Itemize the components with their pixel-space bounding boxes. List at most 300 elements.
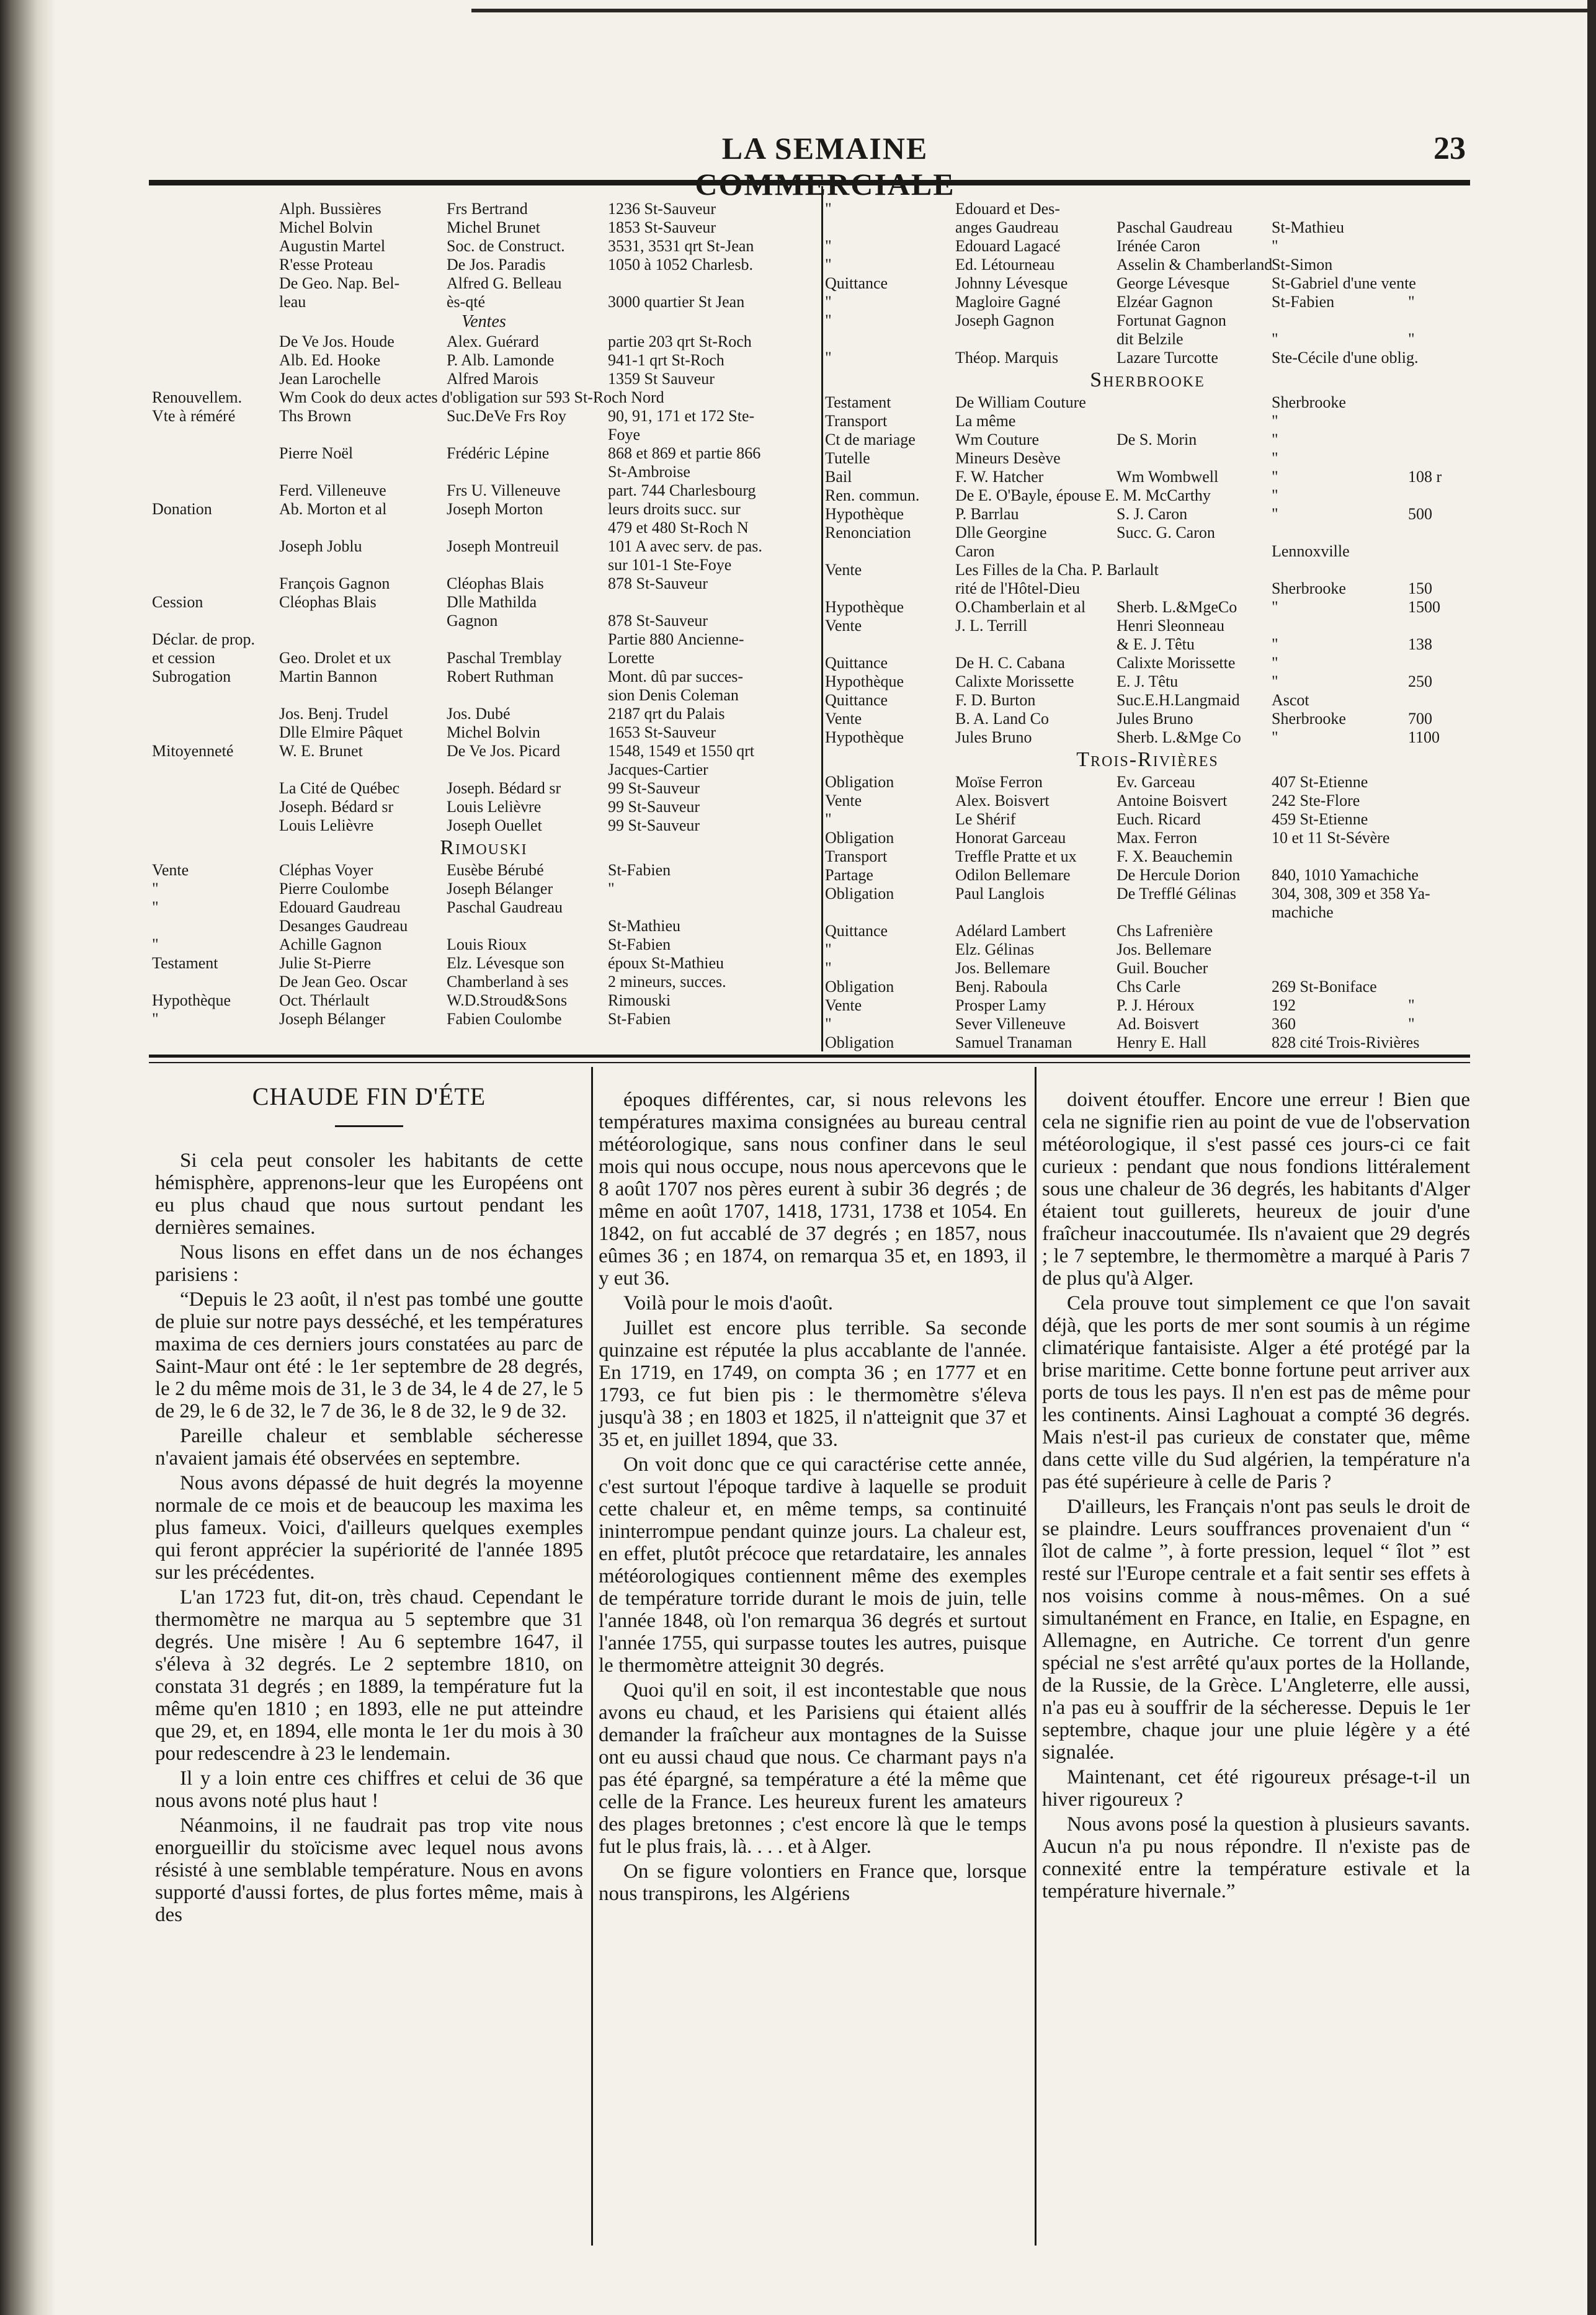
registry-cell: Edouard Lagacé	[955, 237, 1061, 255]
registry-cell: "	[152, 1010, 159, 1028]
article-paragraph: Néanmoins, il ne faudrait pas trop vite nous enorgueillir du stoïcisme avec lequel nous avons résisté à une semblable température. Nous en avons supporté d'aussi fortes, de plus fortes même, mais à des	[155, 1814, 583, 1926]
registry-row	[825, 792, 1470, 810]
registry-row	[825, 311, 1470, 330]
registry-cell: Lorette	[608, 649, 655, 667]
registry-cell: 101 A avec serv. de pas.	[608, 537, 762, 555]
registry-row	[152, 218, 816, 237]
registry-row	[152, 407, 816, 426]
registry-section-heading: Sherbrooke	[1090, 368, 1205, 391]
registry-cell: Pierre Noël	[279, 444, 354, 462]
registry-cell: "	[1272, 598, 1278, 616]
article-paragraph: époques différentes, car, si nous relevons les températures maxima consignées au bureau central météorologique, sans nous confiner dans le seul mois qui nous occupe, nous nous apercevons que le 8 août 1707 nos pères eurent à subir 36 degrés ; de même en août 1707, 1418, 1731, 1738 et 1054. En 1842, on fut accablé de 37 degrés ; en 1857, nous eûmes 36 ; en 1874, on remarqua 35 et, en 1893, il y eut 36.	[599, 1089, 1027, 1290]
registry-cell: sion Denis Coleman	[608, 686, 739, 704]
registry-row	[152, 954, 816, 973]
registry-cell: De Geo. Nap. Bel-	[279, 274, 400, 292]
registry-cell: 459 St-Etienne	[1272, 810, 1368, 828]
header-rule	[149, 180, 1470, 185]
article-paragraph: Juillet est encore plus terrible. Sa seconde quinzaine est réputée la plus accablante de l'année. En 1719, en 1749, on compta 36 ; en 1777 et en 1793, ce fut bien pis : le thermomètre s'éleva jusqu'à 38 ; en 1803 et 1825, il n'atteignit que 37 et 35 et, en juillet 1894, que 33.	[599, 1317, 1027, 1451]
registry-cell: Calixte Morissette	[1117, 654, 1236, 672]
registry-cell: Ev. Garceau	[1117, 773, 1195, 791]
registry-cell: O.Chamberlain et al	[955, 598, 1086, 616]
registry-cell: Antoine Boisvert	[1117, 792, 1228, 810]
registry-row	[152, 332, 816, 351]
registry-cell: St-Simon	[1272, 256, 1333, 274]
registry-cell: B. A. Land Co	[955, 710, 1049, 728]
registry-cell: Alex. Boisvert	[955, 792, 1050, 810]
registry-cell: Sherbrooke	[1272, 393, 1346, 411]
registry-row	[825, 412, 1470, 430]
registry-cell: St-Mathieu	[1272, 218, 1344, 236]
registry-cell: Donation	[152, 500, 212, 518]
registry-cell: Vente	[152, 861, 189, 879]
registry-cell: 828 cité Trois-Rivières	[1272, 1033, 1420, 1051]
registry-cell: E. J. Têtu	[1117, 672, 1179, 690]
registry-cell: Euch. Ricard	[1117, 810, 1201, 828]
registry-cell: "	[152, 935, 159, 953]
registry-cell: Michel Bolvin	[279, 218, 373, 236]
registry-row	[152, 574, 816, 593]
registry-row	[825, 505, 1470, 524]
registry-row	[825, 654, 1470, 672]
registry-cell: Jos. Benj. Trudel	[279, 705, 389, 723]
registry-cell: "	[825, 311, 832, 329]
registry-cell: St-Fabien	[1272, 293, 1335, 311]
registry-section-heading: Rimouski	[440, 836, 528, 859]
registry-cell: Louis Rioux	[447, 935, 527, 953]
registry-left	[152, 200, 816, 1028]
registry-cell: Caron	[955, 542, 995, 560]
registry-cell: Louis Lelièvre	[447, 798, 542, 816]
registry-cell: Mineurs Desève	[955, 449, 1061, 467]
registry-cell: Irénée Caron	[1117, 237, 1200, 255]
registry-cell: Treffle Pratte et ux	[955, 847, 1077, 865]
registry-cell: Cléophas Blais	[279, 593, 377, 611]
registry-cell: ès-qté	[447, 293, 486, 311]
registry-cell: 868 et 869 et partie 866	[608, 444, 761, 462]
registry-cell: Paschal Gaudreau	[1117, 218, 1233, 236]
registry-cell: Moïse Ferron	[955, 773, 1043, 791]
article-paragraph: Nous avons posé la question à plusieurs savants. Aucun n'a pu nous répondre. Il n'existe pas de connexité entre la température estivale et la température hivernale.”	[1042, 1813, 1470, 1902]
registry-cell: Jos. Bellemare	[1117, 940, 1212, 958]
registry-cell: Elzéar Gagnon	[1117, 293, 1213, 311]
registry-row	[152, 274, 816, 293]
registry-cell: "	[1272, 237, 1278, 255]
registry-row	[825, 672, 1470, 691]
registry-cell: Pierre Coulombe	[279, 880, 389, 898]
article-paragraph: On voit donc que ce qui caractérise cette année, c'est surtout l'époque tardive à laquelle se produit cette chaleur et, en même temps, sa continuité ininterrompue pendant quinze jours. La chaleur est, en effet, plutôt précoce que retardataire, les annales météorologiques contiennent même des exemples de température torride durant le mois de juin, telle l'année 1848, où l'on remarqua 36 degrés et surtout l'année 1755, qui surpasse toutes les autres, puisque le thermomètre atteignit 30 degrés.	[599, 1453, 1027, 1677]
registry-cell: François Gagnon	[279, 574, 390, 592]
registry-cell: Transport	[825, 847, 888, 865]
registry-row	[152, 1010, 816, 1028]
registry-row	[825, 430, 1470, 449]
registry-row	[152, 798, 816, 816]
registry-cell: 360	[1272, 1015, 1296, 1033]
page-edge	[1587, 0, 1596, 2315]
registry-cell: 138	[1408, 635, 1432, 653]
registry-cell: Edouard Gaudreau	[279, 898, 401, 916]
registry-cell: Chs Carle	[1117, 978, 1181, 996]
registry-row	[825, 274, 1470, 293]
registry-cell: "	[1272, 449, 1278, 467]
registry-cell: Oct. Thérlault	[279, 991, 370, 1009]
registry-cell: Dlle Elmire Pâquet	[279, 723, 403, 741]
registry-row	[825, 903, 1470, 922]
registry-row	[825, 524, 1470, 542]
registry-cell: 479 et 480 St-Roch N	[608, 519, 749, 537]
registry-row	[825, 635, 1470, 654]
registry-row	[152, 537, 816, 556]
article-paragraph: Quoi qu'il en soit, il est incontestable que nous avons eu chaud, et les Parisiens qui étaient allés demander la fraîcheur aux montagnes de la Suisse ont eu aussi chaud que nous. Ce charmant pays n'a pas été épargné, sa température a été la même que celle de la France. Les heureux furent les amateurs des plages bretonnes ; c'est encore là que le temps fut le plus frais, là. . . . et à Alger.	[599, 1679, 1027, 1858]
registry-cell: Hypothèque	[825, 505, 904, 523]
registry-row	[152, 667, 816, 686]
registry-cell: George Lévesque	[1117, 274, 1230, 292]
registry-cell: "	[152, 898, 159, 916]
registry-cell: De Hercule Dorion	[1117, 866, 1241, 884]
registry-cell: De H. C. Cabana	[955, 654, 1065, 672]
registry-row	[825, 1015, 1470, 1033]
registry-cell: Ab. Morton et al	[279, 500, 387, 518]
article-paragraph: Nous avons dépassé de huit degrés la moyenne normale de ce mois et de beaucoup les maxima les plus fameux. Voici, d'ailleurs quelques exemples qui feront apprécier la supériorité de l'année 1895 sur les précédentes.	[155, 1472, 583, 1584]
article-column-3	[1042, 1089, 1470, 1905]
registry-cell: La Cité de Québec	[279, 779, 400, 797]
registry-cell: 99 St-Sauveur	[608, 816, 700, 834]
registry-cell: St-Gabriel d'une vente	[1272, 274, 1416, 292]
article-column-divider	[591, 1067, 593, 2246]
registry-row	[825, 691, 1470, 710]
registry-cell: "	[152, 880, 159, 898]
registry-cell: Hypothèque	[825, 672, 904, 690]
registry-cell: Julie St-Pierre	[279, 954, 372, 972]
title-dash	[335, 1125, 403, 1127]
registry-cell: Jules Bruno	[1117, 710, 1193, 728]
registry-cell: Joseph Bélanger	[279, 1010, 386, 1028]
registry-cell: Frs U. Villeneuve	[447, 481, 561, 499]
registry-cell: "	[825, 1015, 832, 1033]
registry-cell: De E. O'Bayle, épouse E. M. McCarthy	[955, 486, 1211, 504]
registry-cell: 878 St-Sauveur	[608, 612, 708, 630]
registry-cell: Soc. de Construct.	[447, 237, 565, 255]
registry-cell: 3531, 3531 qrt St-Jean	[608, 237, 754, 255]
registry-cell: "	[825, 810, 832, 828]
registry-cell: Gagnon	[447, 612, 498, 630]
registry-row	[825, 218, 1470, 237]
registry-row	[825, 940, 1470, 959]
registry-cell: P. Barrlau	[955, 505, 1019, 523]
registry-cell: 242 Ste-Flore	[1272, 792, 1360, 810]
registry-cell: Vente	[825, 617, 862, 635]
registry-cell: P. Alb. Lamonde	[447, 351, 555, 369]
registry-cell: St-Fabien	[608, 1010, 671, 1028]
registry-cell: Chs Lafrenière	[1117, 922, 1213, 940]
registry-cell: "	[825, 940, 832, 958]
registry-row	[825, 349, 1470, 367]
article-paragraph: Nous lisons en effet dans un de nos échanges parisiens :	[155, 1241, 583, 1286]
registry-cell: Geo. Drolet et ux	[279, 649, 391, 667]
registry-cell: 1359 St Sauveur	[608, 370, 715, 388]
registry-cell: Ad. Boisvert	[1117, 1015, 1199, 1033]
registry-row	[825, 393, 1470, 412]
section-rule	[149, 1055, 1470, 1058]
registry-cell: "	[825, 237, 832, 255]
registry-cell: Renonciation	[825, 524, 911, 542]
registry-cell: Théop. Marquis	[955, 349, 1059, 367]
registry-cell: Joseph Morton	[447, 500, 543, 518]
registry-row	[825, 773, 1470, 792]
registry-cell: Tutelle	[825, 449, 870, 467]
registry-cell: "	[1272, 412, 1278, 430]
registry-cell: leau	[279, 293, 306, 311]
registry-cell: St-Fabien	[608, 861, 671, 879]
registry-cell: Quittance	[825, 654, 888, 672]
registry-cell: De Trefflé Gélinas	[1117, 885, 1237, 903]
registry-cell: St-Ambroise	[608, 463, 690, 481]
registry-cell: 250	[1408, 672, 1432, 690]
registry-cell: Michel Brunet	[447, 218, 540, 236]
registry-cell: Obligation	[825, 773, 894, 791]
registry-row	[152, 200, 816, 218]
registry-row	[825, 922, 1470, 940]
registry-cell: Frs Bertrand	[447, 200, 528, 218]
registry-row	[825, 579, 1470, 598]
registry-cell: 941-1 qrt St-Roch	[608, 351, 724, 369]
page-number: 23	[1433, 131, 1466, 166]
registry-cell: 1653 St-Sauveur	[608, 723, 716, 741]
registry-cell: Subrogation	[152, 667, 231, 685]
registry-cell: 10 et 11 St-Sévère	[1272, 829, 1390, 847]
registry-cell: Benj. Raboula	[955, 978, 1048, 996]
registry-row	[825, 885, 1470, 903]
registry-cell: Michel Bolvin	[447, 723, 540, 741]
registry-cell: R'esse Proteau	[279, 256, 373, 274]
registry-cell: sur 101-1 Ste-Foye	[608, 556, 732, 574]
registry-row	[152, 973, 816, 991]
registry-cell: Vente	[825, 792, 862, 810]
registry-cell: Ferd. Villeneuve	[279, 481, 386, 499]
article-column-1	[155, 1082, 583, 1929]
registry-cell: Jean Larochelle	[279, 370, 381, 388]
registry-row	[152, 444, 816, 463]
registry-cell: 2 mineurs, succes.	[608, 973, 726, 991]
registry-cell: Elz. Lévesque son	[447, 954, 564, 972]
registry-cell: Alph. Bussières	[279, 200, 381, 218]
registry-cell: Testament	[825, 393, 891, 411]
registry-cell: Achille Gagnon	[279, 935, 382, 953]
registry-cell: Dlle Georgine	[955, 524, 1047, 542]
registry-cell: Calixte Morissette	[955, 672, 1074, 690]
registry-row	[825, 486, 1470, 505]
registry-cell: Edouard et Des-	[955, 200, 1060, 218]
registry-cell: Max. Ferron	[1117, 829, 1197, 847]
registry-cell: 1236 St-Sauveur	[608, 200, 716, 218]
registry-cell: époux St-Mathieu	[608, 954, 724, 972]
registry-cell: Henri Sleonneau	[1117, 617, 1225, 635]
registry-cell: Obligation	[825, 978, 894, 996]
registry-row	[825, 256, 1470, 274]
registry-cell: Le Shérif	[955, 810, 1016, 828]
section-rule-thin	[149, 1062, 1470, 1063]
registry-cell: Bail	[825, 468, 852, 486]
registry-cell: machiche	[1272, 903, 1334, 921]
registry-row	[152, 898, 816, 917]
registry-cell: Cléphas Voyer	[279, 861, 373, 879]
registry-cell: F. D. Burton	[955, 691, 1036, 709]
registry-cell: "	[608, 880, 615, 898]
registry-cell: Sherb. L.&Mge Co	[1117, 728, 1241, 746]
registry-row	[152, 556, 816, 574]
registry-cell: 1050 à 1052 Charlesb.	[608, 256, 753, 274]
registry-row	[825, 810, 1470, 829]
registry-row	[152, 370, 816, 388]
registry-cell: "	[1408, 293, 1415, 311]
registry-cell: 1548, 1549 et 1550 qrt	[608, 742, 755, 760]
registry-row	[825, 617, 1470, 635]
registry-row	[825, 330, 1470, 349]
registry-cell: De S. Morin	[1117, 430, 1197, 448]
registry-cell: S. J. Caron	[1117, 505, 1188, 523]
registry-cell: Quittance	[825, 922, 888, 940]
registry-cell: "	[825, 349, 832, 367]
registry-cell: 269 St-Boniface	[1272, 978, 1377, 996]
registry-cell: Eusèbe Bérubé	[447, 861, 544, 879]
registry-row	[152, 519, 816, 537]
registry-row	[152, 935, 816, 954]
article-paragraph: On se figure volontiers en France que, lorsque nous transpirons, les Algériens	[599, 1860, 1027, 1905]
registry-row	[152, 500, 816, 519]
registry-cell: Testament	[152, 954, 218, 972]
registry-row	[152, 237, 816, 256]
registry-row	[152, 293, 816, 311]
registry-cell: Mitoyenneté	[152, 742, 234, 760]
registry-cell: Robert Ruthman	[447, 667, 554, 685]
registry-row	[825, 542, 1470, 561]
registry-cell: et cession	[152, 649, 215, 667]
registry-cell: Suc.DeVe Frs Roy	[447, 407, 566, 425]
registry-row	[825, 449, 1470, 468]
registry-row	[825, 237, 1470, 256]
registry-row	[825, 847, 1470, 866]
registry-cell: 878 St-Sauveur	[608, 574, 708, 592]
page-title: LA SEMAINE	[721, 131, 929, 166]
registry-cell: 840, 1010 Yamachiche	[1272, 866, 1419, 884]
registry-row	[152, 388, 816, 407]
registry-cell: "	[1408, 330, 1415, 348]
registry-cell: Wm Couture	[955, 430, 1040, 448]
registry-cell: La même	[955, 412, 1016, 430]
registry-cell: 99 St-Sauveur	[608, 798, 700, 816]
registry-row	[152, 742, 816, 761]
article-paragraph: doivent étouffer. Encore une erreur ! Bien que cela ne signifie rien au point de vue de l'observation météorologique, il s'est passé ces jours-ci ce fait curieux : pendant que nous fondions littéralement sous une chaleur de 36 degrés, les habitants d'Alger étaient tout guillerets, heureux de jouir d'une fraîcheur inaccoutumée. Ils n'avaient que 29 degrés ; le 7 septembre, le thermomètre a marqué à Paris 7 de plus qu'à Alger.	[1042, 1089, 1470, 1290]
registry-cell: Wm Wombwell	[1117, 468, 1219, 486]
registry-cell: Ste-Cécile d'une oblig.	[1272, 349, 1419, 367]
registry-row	[152, 917, 816, 935]
registry-cell: Johnny Lévesque	[955, 274, 1068, 292]
registry-cell: Vente	[825, 561, 862, 579]
registry-cell: Joseph Joblu	[279, 537, 362, 555]
registry-cell: Partage	[825, 866, 873, 884]
registry-row	[825, 1033, 1470, 1052]
registry-row	[825, 959, 1470, 978]
registry-cell: Hypothèque	[152, 991, 231, 1009]
registry-cell: 304, 308, 309 et 358 Ya-	[1272, 885, 1430, 903]
registry-cell: Obligation	[825, 885, 894, 903]
registry-cell: Cession	[152, 593, 203, 611]
registry-cell: "	[1272, 468, 1278, 486]
registry-cell: Transport	[825, 412, 888, 430]
registry-row	[825, 978, 1470, 996]
article-paragraph: Pareille chaleur et semblable sécheresse n'avaient jamais été observées en septembre.	[155, 1425, 583, 1470]
registry-cell: dit Belzile	[1117, 330, 1184, 348]
registry-cell: Magloire Gagné	[955, 293, 1061, 311]
registry-cell: Joseph Montreuil	[447, 537, 559, 555]
registry-cell: Fortunat Gagnon	[1117, 311, 1226, 329]
registry-cell: Ren. commun.	[825, 486, 920, 504]
registry-cell: "	[1272, 486, 1278, 504]
registry-cell: Hypothèque	[825, 598, 904, 616]
registry-row	[152, 426, 816, 444]
registry-row	[825, 996, 1470, 1015]
registry-row	[152, 816, 816, 835]
registry-cell: Prosper Lamy	[955, 996, 1046, 1014]
registry-cell: De Jos. Paradis	[447, 256, 546, 274]
registry-cell: 108 r	[1408, 468, 1442, 486]
registry-cell: Ed. Létourneau	[955, 256, 1055, 274]
registry-cell: Guil. Boucher	[1117, 959, 1208, 977]
registry-row	[152, 779, 816, 798]
registry-cell: "	[1408, 996, 1415, 1014]
registry-cell: W.D.Stroud&Sons	[447, 991, 568, 1009]
registry-row	[152, 256, 816, 274]
registry-cell: 192	[1272, 996, 1296, 1014]
registry-cell: Fabien Coulombe	[447, 1010, 562, 1028]
registry-cell: Ths Brown	[279, 407, 352, 425]
registry-cell: "	[1408, 1015, 1415, 1033]
registry-cell: Jos. Dubé	[447, 705, 510, 723]
article-paragraph: Il y a loin entre ces chiffres et celui de 36 que nous avons noté plus haut !	[155, 1767, 583, 1812]
registry-cell: Desanges Gaudreau	[279, 917, 408, 935]
registry-row	[152, 351, 816, 370]
registry-row	[152, 761, 816, 779]
registry-cell: Jules Bruno	[955, 728, 1032, 746]
registry-cell: 1853 St-Sauveur	[608, 218, 716, 236]
registry-cell: "	[825, 256, 832, 274]
registry-cell: partie 203 qrt St-Roch	[608, 332, 752, 350]
registry-cell: anges Gaudreau	[955, 218, 1059, 236]
registry-cell: 150	[1408, 579, 1432, 597]
registry-cell: rité de l'Hôtel-Dieu	[955, 579, 1081, 597]
registry-cell: Martin Bannon	[279, 667, 378, 685]
article-column-2	[599, 1089, 1027, 1907]
registry-cell: Joseph Gagnon	[955, 311, 1054, 329]
registry-row	[152, 481, 816, 500]
registry-cell: "	[1272, 430, 1278, 448]
registry-cell: 500	[1408, 505, 1432, 523]
registry-row	[152, 686, 816, 705]
article-paragraph: Cela prouve tout simplement ce que l'on savait déjà, que les ports de mer sont soumis à un régime climatérique fantaisiste. Alger a été protégé par la brise maritime. Cette bonne fortune peut arriver aux ports de tous les pays. Il n'en est pas de même pour les continents. Ainsi Laghouat a compté 36 degrés. Mais n'est-il pas curieux de constater que, même dans cette ville du Sud algérien, la température n'a pas été supérieure à celle de Paris ?	[1042, 1292, 1470, 1493]
registry-row	[152, 649, 816, 667]
registry-cell: Sherbrooke	[1272, 710, 1346, 728]
registry-cell: Quittance	[825, 691, 888, 709]
registry-cell: "	[825, 293, 832, 311]
registry-cell: Wm Cook do deux actes d'obligation sur 593 St-Roch Nord	[279, 388, 664, 406]
registry-row	[152, 880, 816, 898]
registry-cell: Foye	[608, 426, 640, 444]
registry-cell: Louis Lelièvre	[279, 816, 374, 834]
registry-cell: Jacques-Cartier	[608, 761, 708, 778]
registry-cell: part. 744 Charlesbourg	[608, 481, 756, 499]
registry-row	[152, 593, 816, 612]
registry-cell: F. X. Beauchemin	[1117, 847, 1233, 865]
registry-cell: "	[1272, 635, 1278, 653]
